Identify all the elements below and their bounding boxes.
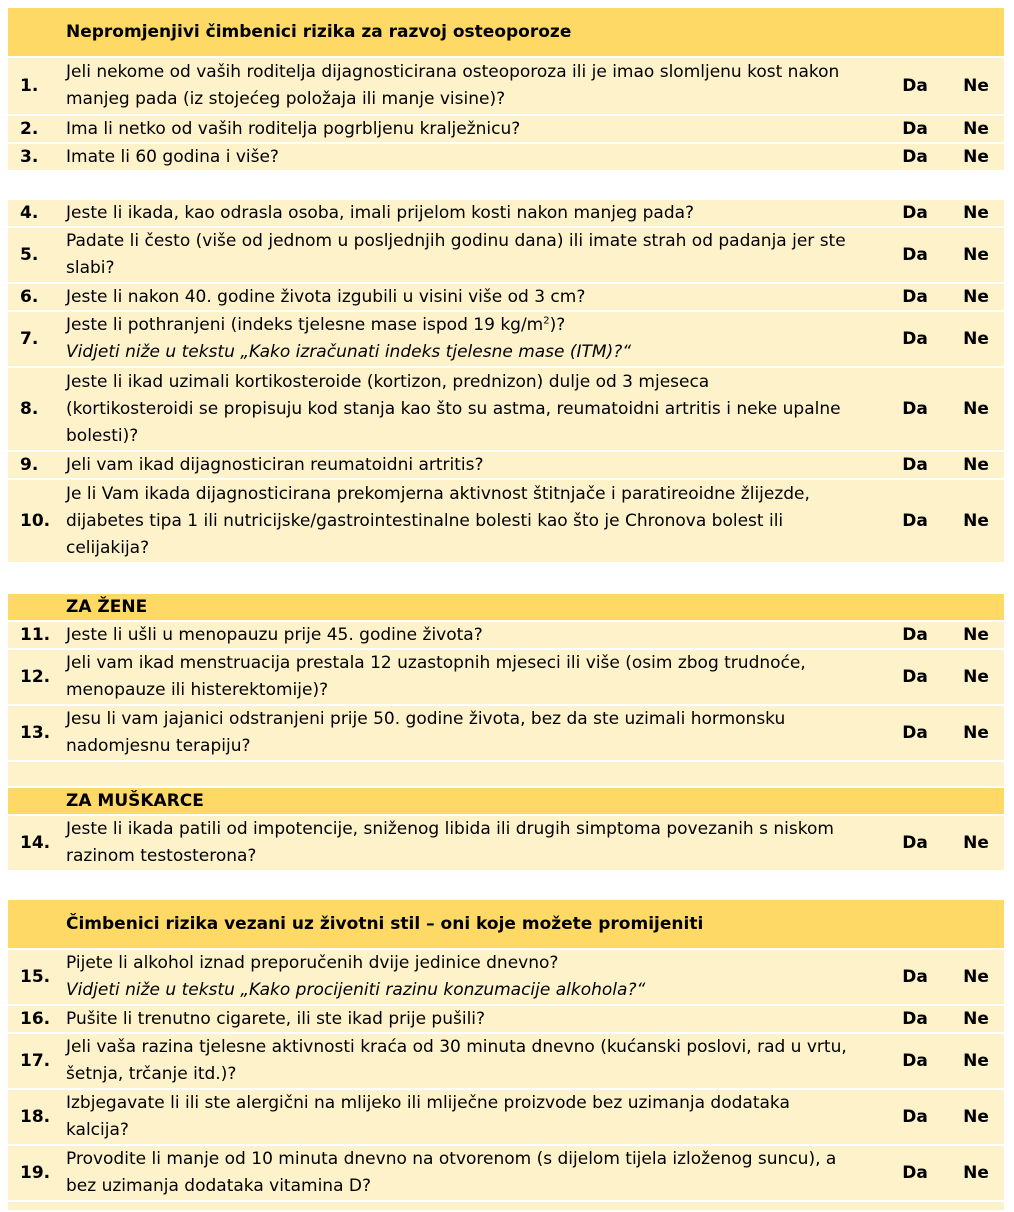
question-number: 19.: [20, 1163, 51, 1183]
question-number: 16.: [20, 1009, 51, 1029]
answer-yes[interactable]: Da: [902, 147, 928, 167]
section-title: Čimbenici rizika vezani uz životni stil – oni koje možete promijeniti: [66, 914, 704, 934]
question-number: 17.: [20, 1051, 51, 1071]
answer-no[interactable]: Ne: [963, 833, 989, 853]
question-number: 15.: [20, 967, 51, 987]
question-row: [8, 116, 1004, 144]
answer-yes[interactable]: Da: [902, 287, 928, 307]
answer-yes[interactable]: Da: [902, 1107, 928, 1127]
answer-yes[interactable]: Da: [902, 203, 928, 223]
question-text: Jeli vaša razina tjelesne aktivnosti kraća od 30 minuta dnevno (kućanski poslovi, rad u vrtu, šetnja, trčanje itd.)?: [66, 1037, 847, 1084]
question-row: [8, 650, 1004, 706]
question-text: Jeste li nakon 40. godine života izgubili u visini više od 3 cm?: [66, 286, 586, 307]
answer-no[interactable]: Ne: [963, 511, 989, 531]
answer-yes[interactable]: Da: [902, 1009, 928, 1029]
question-row: [8, 452, 1004, 480]
question-row: [8, 58, 1004, 116]
question-text: Jeli vam ikad dijagnosticiran reumatoidni artritis?: [66, 454, 484, 475]
question-row: [8, 1090, 1004, 1146]
question-text: Jeste li ikada patili od impotencije, sniženog libida ili drugih simptoma povezanih s niskom razinom testosterona?: [66, 819, 834, 866]
answer-no[interactable]: Ne: [963, 625, 989, 645]
question-note: Vidjeti niže u tekstu „Kako procijeniti razinu konzumacije alkohola?“: [66, 980, 646, 1000]
question-number: 6.: [20, 287, 39, 307]
question-row: [8, 284, 1004, 312]
answer-no[interactable]: Ne: [963, 723, 989, 743]
answer-yes[interactable]: Da: [902, 667, 928, 687]
question-number: 8.: [20, 399, 39, 419]
question-number: 2.: [20, 119, 39, 139]
question-number: 1.: [20, 76, 39, 96]
question-row: [8, 950, 1004, 1006]
answer-no[interactable]: Ne: [963, 967, 989, 987]
answer-yes[interactable]: Da: [902, 967, 928, 987]
question-row: [8, 228, 1004, 284]
question-note: Vidjeti niže u tekstu „Kako izračunati indeks tjelesne mase (ITM)?“: [66, 342, 632, 362]
answer-yes[interactable]: Da: [902, 455, 928, 475]
spacer: [8, 1202, 1004, 1212]
question-number: 12.: [20, 667, 51, 687]
question-row: [8, 368, 1004, 452]
question-number: 18.: [20, 1107, 51, 1127]
question-row: [8, 144, 1004, 172]
question-number: 11.: [20, 625, 51, 645]
section-title: ZA MUŠKARCE: [66, 791, 204, 811]
section-title: ZA ŽENE: [66, 597, 148, 617]
answer-yes[interactable]: Da: [902, 119, 928, 139]
question-number: 9.: [20, 455, 39, 475]
question-text: Jeste li pothranjeni (indeks tjelesne mase ispod 19 $kg/m^2$)? Vidjeti niže u tekstu „Kako izračunati indeks tjelesne mase (ITM)?“: [66, 312, 882, 366]
question-text: Provodite li manje od 10 minuta dnevno na otvorenom (s dijelom tijela izloženog suncu), a bez uzimanja dodataka vitamina D?: [66, 1149, 837, 1196]
question-number: 5.: [20, 245, 39, 265]
question-text: Izbjegavate li ili ste alergični na mlijeko ili mliječne proizvode bez uzimanja dodataka kalcija?: [66, 1093, 790, 1140]
answer-no[interactable]: Ne: [963, 287, 989, 307]
spacer: [8, 872, 1004, 900]
answer-no[interactable]: Ne: [963, 455, 989, 475]
question-text: Ima li netko od vaših roditelja pogrbljenu kralježnicu?: [66, 118, 521, 139]
question-row: [8, 1034, 1004, 1090]
spacer: [8, 762, 1004, 788]
spacer: [8, 172, 1004, 200]
question-number: 13.: [20, 723, 51, 743]
answer-yes[interactable]: Da: [902, 76, 928, 96]
answer-no[interactable]: Ne: [963, 203, 989, 223]
answer-yes[interactable]: Da: [902, 245, 928, 265]
question-text: Jeste li ikad uzimali kortikosteroide (kortizon, prednizon) dulje od 3 mjeseca (kortikosteroidi se propisuju kod stanja kao što su astma, reumatoidni artritis i neke upalne bolesti)?: [66, 371, 841, 446]
question-row: [8, 706, 1004, 762]
question-number: 4.: [20, 203, 39, 223]
section-header: [8, 594, 1004, 622]
question-text: Pijete li alkohol iznad preporučenih dvije jedinice dnevno? Vidjeti niže u tekstu „Kako procijeniti razinu konzumacije alkohola?“: [66, 950, 882, 1004]
section-header: [8, 8, 1004, 58]
answer-yes[interactable]: Da: [902, 1051, 928, 1071]
question-number: 14.: [20, 833, 51, 853]
answer-yes[interactable]: Da: [902, 399, 928, 419]
question-number: 7.: [20, 329, 39, 349]
question-text: Imate li 60 godina i više?: [66, 146, 279, 167]
spacer: [8, 564, 1004, 594]
section-header: [8, 788, 1004, 816]
question-number: 3.: [20, 147, 39, 167]
answer-no[interactable]: Ne: [963, 1107, 989, 1127]
question-text: Jeste li ikada, kao odrasla osoba, imali prijelom kosti nakon manjeg pada?: [66, 202, 695, 223]
answer-no[interactable]: Ne: [963, 119, 989, 139]
answer-no[interactable]: Ne: [963, 667, 989, 687]
section-header: [8, 900, 1004, 950]
answer-yes[interactable]: Da: [902, 1163, 928, 1183]
answer-no[interactable]: Ne: [963, 1051, 989, 1071]
answer-no[interactable]: Ne: [963, 147, 989, 167]
questionnaire: [8, 8, 1004, 1212]
answer-yes[interactable]: Da: [902, 329, 928, 349]
answer-no[interactable]: Ne: [963, 329, 989, 349]
answer-no[interactable]: Ne: [963, 76, 989, 96]
answer-yes[interactable]: Da: [902, 625, 928, 645]
answer-yes[interactable]: Da: [902, 833, 928, 853]
question-number: 10.: [20, 511, 51, 531]
question-row: [8, 480, 1004, 564]
question-text: Padate li često (više od jednom u posljednjih godinu dana) ili imate strah od padanja jer ste slabi?: [66, 231, 846, 278]
question-row: [8, 816, 1004, 872]
question-row: [8, 200, 1004, 228]
section-title: Nepromjenjivi čimbenici rizika za razvoj osteoporoze: [66, 22, 572, 42]
question-text: Jeli nekome od vaših roditelja dijagnosticirana osteoporoza ili je imao slomljenu kost nakon manjeg pada (iz stojećeg položaja ili manje visine)?: [66, 62, 840, 109]
question-text: Jesu li vam jajanici odstranjeni prije 50. godine života, bez da ste uzimali hormonsku nadomjesnu terapiju?: [66, 709, 786, 756]
question-row: [8, 622, 1004, 650]
answer-no[interactable]: Ne: [963, 399, 989, 419]
answer-no[interactable]: Ne: [963, 1009, 989, 1029]
answer-yes[interactable]: Da: [902, 723, 928, 743]
answer-no[interactable]: Ne: [963, 1163, 989, 1183]
question-text: Pušite li trenutno cigarete, ili ste ikad prije pušili?: [66, 1008, 486, 1029]
question-text: Jeste li ušli u menopauzu prije 45. godine života?: [66, 624, 483, 645]
question-text: Jeli vam ikad menstruacija prestala 12 uzastopnih mjeseci ili više (osim zbog trudnoće, menopauze ili histerektomije)?: [66, 653, 806, 700]
answer-yes[interactable]: Da: [902, 511, 928, 531]
question-row: [8, 1146, 1004, 1202]
question-row: [8, 1006, 1004, 1034]
answer-no[interactable]: Ne: [963, 245, 989, 265]
question-text: Je li Vam ikada dijagnosticirana prekomjerna aktivnost štitnjače i paratireoidne žlijezde, dijabetes tipa 1 ili nutricijske/gastrointestinalne bolesti kao što je Chronova bolest ili celijakija?: [66, 483, 810, 558]
question-row: [8, 312, 1004, 368]
